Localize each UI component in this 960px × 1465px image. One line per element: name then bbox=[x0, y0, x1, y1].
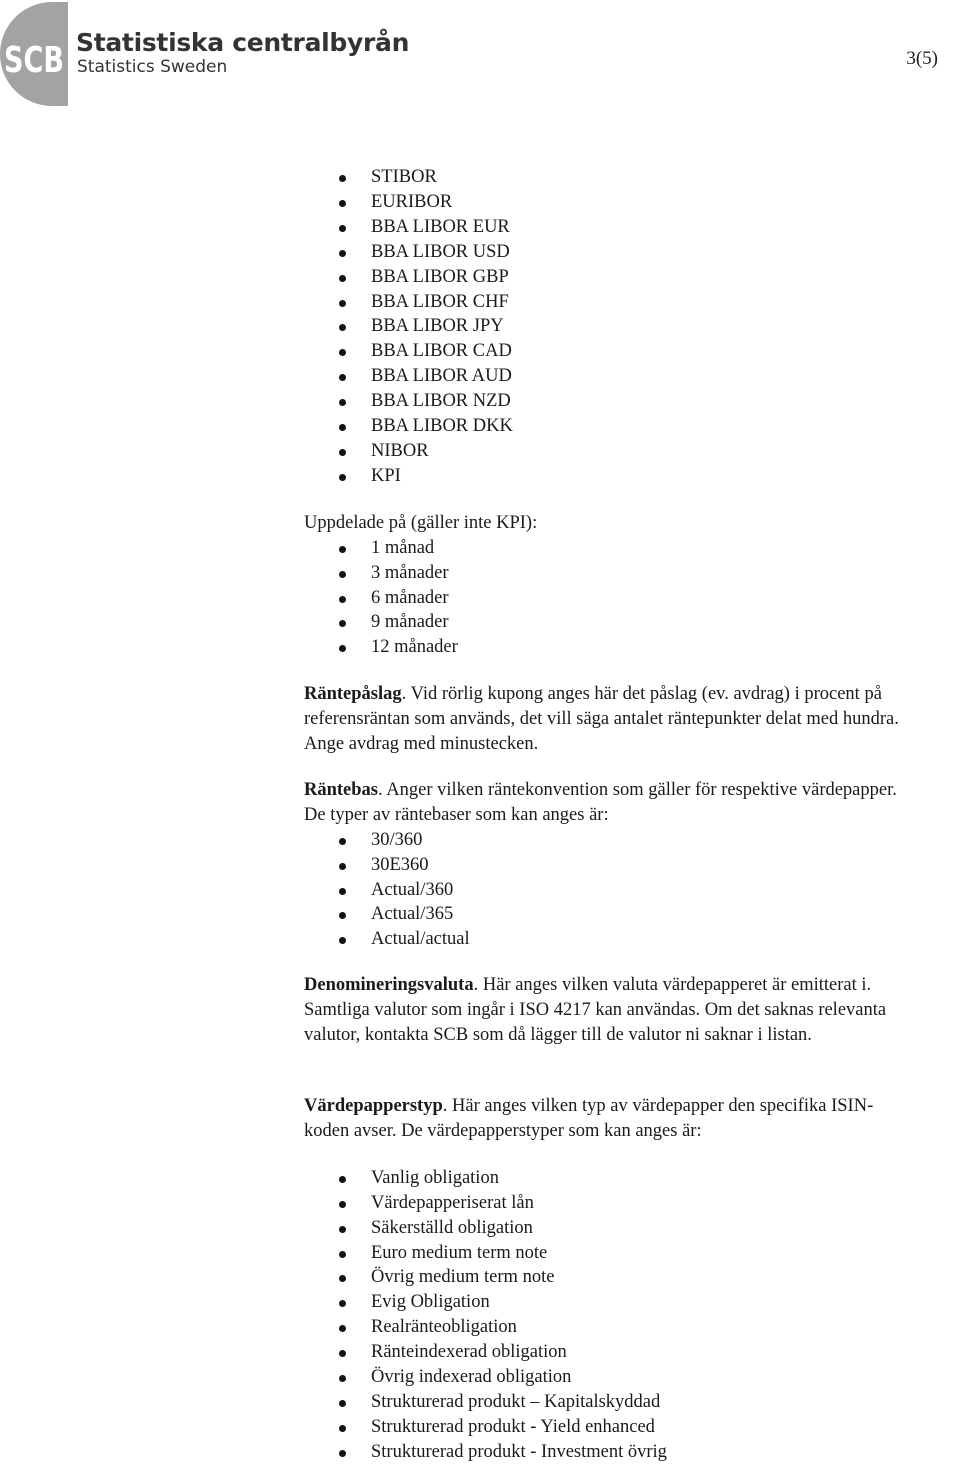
vardepapperstyp-paragraph bbox=[304, 1094, 954, 1144]
list-item: Övrig medium term note bbox=[304, 1265, 954, 1290]
rantepaslag-paragraph bbox=[304, 682, 954, 757]
scb-logo bbox=[0, 0, 420, 110]
rantebas-text: De typer av räntebaser som kan anges är: bbox=[304, 804, 609, 825]
list-item: BBA LIBOR NZD bbox=[304, 389, 954, 414]
list-item: Actual/actual bbox=[304, 927, 954, 952]
list-item: BBA LIBOR EUR bbox=[304, 215, 954, 240]
maturities-intro: Uppdelade på (gäller inte KPI): bbox=[304, 512, 538, 533]
document-body bbox=[304, 165, 954, 1465]
rantebas-text: . Anger vilken räntekonvention som gäller för respektive värdepapper. bbox=[378, 779, 897, 800]
scb-logo-mark bbox=[0, 2, 68, 106]
list-item: Vanlig obligation bbox=[304, 1166, 954, 1191]
list-item: BBA LIBOR USD bbox=[304, 240, 954, 265]
svg-text:SCB: SCB bbox=[4, 40, 64, 81]
list-item: Övrig indexerad obligation bbox=[304, 1365, 954, 1390]
list-item: BBA LIBOR JPY bbox=[304, 314, 954, 339]
page-number: 3(5) bbox=[906, 48, 938, 69]
list-item: 3 månader bbox=[304, 561, 954, 586]
list-item: 6 månader bbox=[304, 586, 954, 611]
org-name: Statistiska centralbyrån bbox=[76, 28, 410, 57]
maturity-list bbox=[304, 536, 954, 661]
denomineringsvaluta-text: . Här anges vilken valuta värdepapperet är emitterat i. bbox=[473, 975, 872, 996]
list-item: Realränteobligation bbox=[304, 1315, 954, 1340]
list-item: Ränteindexerad obligation bbox=[304, 1340, 954, 1365]
list-item: 1 månad bbox=[304, 536, 954, 561]
list-item: STIBOR bbox=[304, 165, 954, 190]
vardepapperstyp-text: koden avser. De värdepapperstyper som kan anges är: bbox=[304, 1120, 702, 1141]
rantepaslag-text: referensräntan som används, det vill säga antalet räntepunkter delat med hundra. bbox=[304, 709, 899, 730]
list-item: KPI bbox=[304, 464, 954, 489]
security-type-list bbox=[304, 1166, 954, 1465]
vardepapperstyp-text: . Här anges vilken typ av värdepapper den specifika ISIN- bbox=[442, 1096, 874, 1116]
list-item: Actual/365 bbox=[304, 902, 954, 927]
vardepapperstyp-term: Värdepapperstyp bbox=[304, 1096, 443, 1116]
list-item: BBA LIBOR DKK bbox=[304, 414, 954, 439]
list-item: Strukturerad produkt - Investment övrig bbox=[304, 1440, 954, 1465]
list-item: Euro medium term note bbox=[304, 1241, 954, 1266]
list-item: Strukturerad produkt – Kapitalskyddad bbox=[304, 1390, 954, 1415]
denomineringsvaluta-text: valutor, kontakta SCB som då lägger till de valutor ni saknar i listan. bbox=[304, 1025, 812, 1046]
list-item: 9 månader bbox=[304, 610, 954, 635]
rantepaslag-text: Ange avdrag med minustecken. bbox=[304, 734, 539, 755]
list-item: Värdepapperiserat lån bbox=[304, 1191, 954, 1216]
denomineringsvaluta-text: Samtliga valutor som ingår i ISO 4217 kan användas. Om det saknas relevanta bbox=[304, 1000, 887, 1021]
list-item: BBA LIBOR CAD bbox=[304, 339, 954, 364]
list-item: Strukturerad produkt - Yield enhanced bbox=[304, 1415, 954, 1440]
list-item: Säkerställd obligation bbox=[304, 1216, 954, 1241]
denomineringsvaluta-term: Denomineringsvaluta bbox=[304, 975, 474, 996]
rantepaslag-term: Räntepåslag bbox=[304, 684, 402, 705]
day-count-list bbox=[304, 828, 954, 953]
list-item: 30E360 bbox=[304, 853, 954, 878]
list-item: EURIBOR bbox=[304, 190, 954, 215]
list-item: Actual/360 bbox=[304, 878, 954, 903]
denomineringsvaluta-paragraph bbox=[304, 973, 954, 1048]
list-item: BBA LIBOR CHF bbox=[304, 290, 954, 315]
list-item: BBA LIBOR AUD bbox=[304, 364, 954, 389]
list-item: BBA LIBOR GBP bbox=[304, 265, 954, 290]
rantebas-term: Räntebas bbox=[304, 779, 379, 800]
reference-rate-list bbox=[304, 165, 954, 489]
org-name-en: Statistics Sweden bbox=[77, 57, 228, 77]
rantepaslag-text: . Vid rörlig kupong anges här det påslag (ev. avdrag) i procent på bbox=[401, 684, 882, 705]
list-item: NIBOR bbox=[304, 439, 954, 464]
rantebas-paragraph bbox=[304, 778, 954, 828]
list-item: 12 månader bbox=[304, 635, 954, 660]
list-item: 30/360 bbox=[304, 828, 954, 853]
list-item: Evig Obligation bbox=[304, 1290, 954, 1315]
